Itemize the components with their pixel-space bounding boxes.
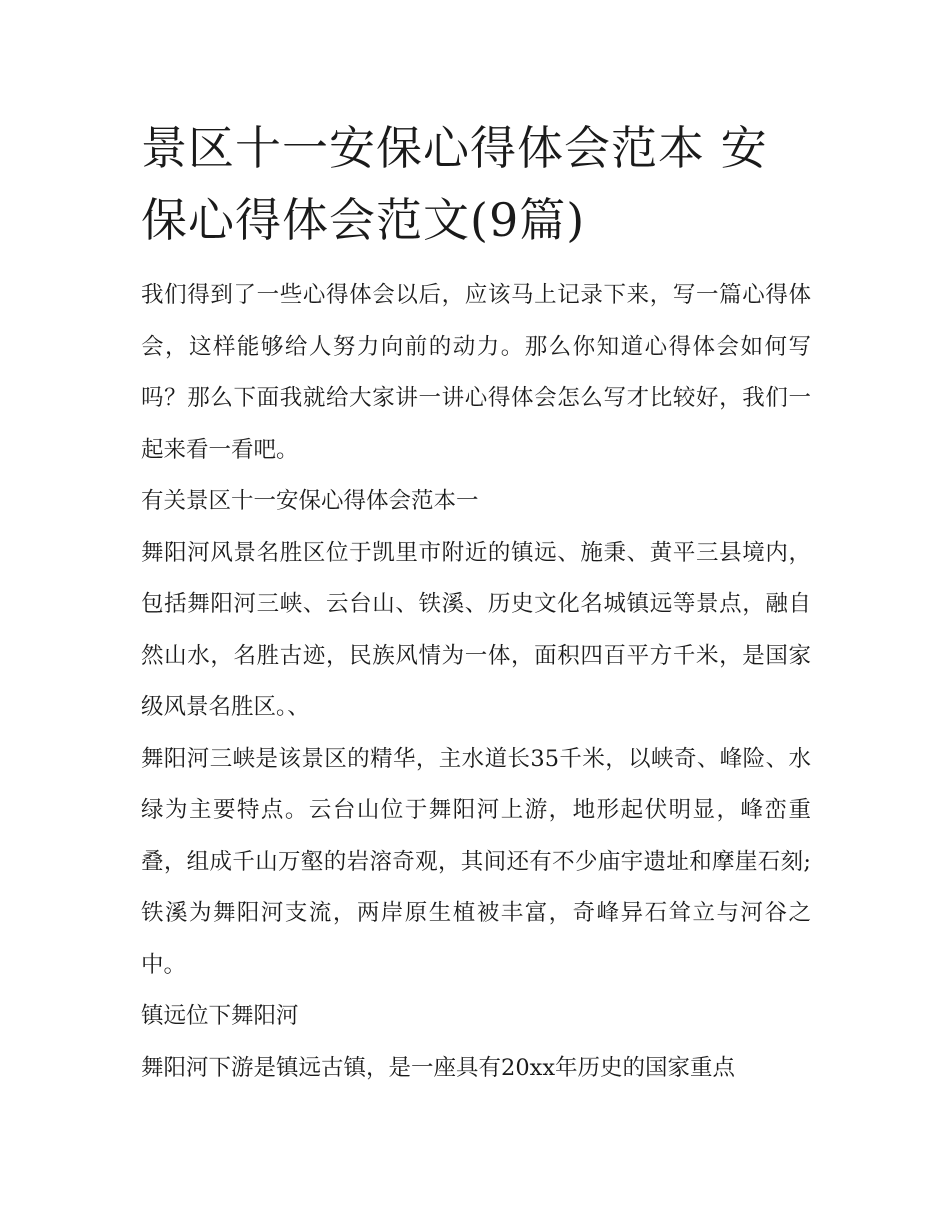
body-paragraph: 舞阳河下游是镇远古镇，是一座具有20xx年历史的国家重点 xyxy=(141,1054,736,1081)
document-title: 景区十一安保心得体会范本 安保心得体会范文(9篇) xyxy=(141,121,768,247)
body-paragraph: 舞阳河三峡是该景区的精华，主水道长35千米，以峡奇、峰险、水绿为主要特点。云台山位于舞阳河上游，地形起伏明显，峰峦重叠，组成千山万壑的岩溶奇观，其间还有不少庙宇遗址和摩崖石刻;铁溪为舞阳河支流，两岸原生植被丰富，奇峰异石耸立与河谷之中。 xyxy=(141,745,811,978)
subheading-paragraph: 镇远位下舞阳河 xyxy=(141,1003,299,1029)
intro-paragraph: 我们得到了一些心得体会以后，应该马上记录下来，写一篇心得体会，这样能够给人努力向前的动力。那么你知道心得体会如何写吗？那么下面我就给大家讲一讲心得体会怎么写才比较好，我们一起来看一看吧。 xyxy=(141,282,811,463)
document-page xyxy=(141,112,811,1094)
body-paragraph: 舞阳河风景名胜区位于凯里市附近的镇远、施秉、黄平三县境内，包括舞阳河三峡、云台山、铁溪、历史文化名城镇远等景点，融自然山水，名胜古迹，民族风情为一体，面积四百平方千米，是国家级风景名胜区。、 xyxy=(141,539,811,720)
section-heading: 有关景区十一安保心得体会范本一 xyxy=(141,488,479,514)
